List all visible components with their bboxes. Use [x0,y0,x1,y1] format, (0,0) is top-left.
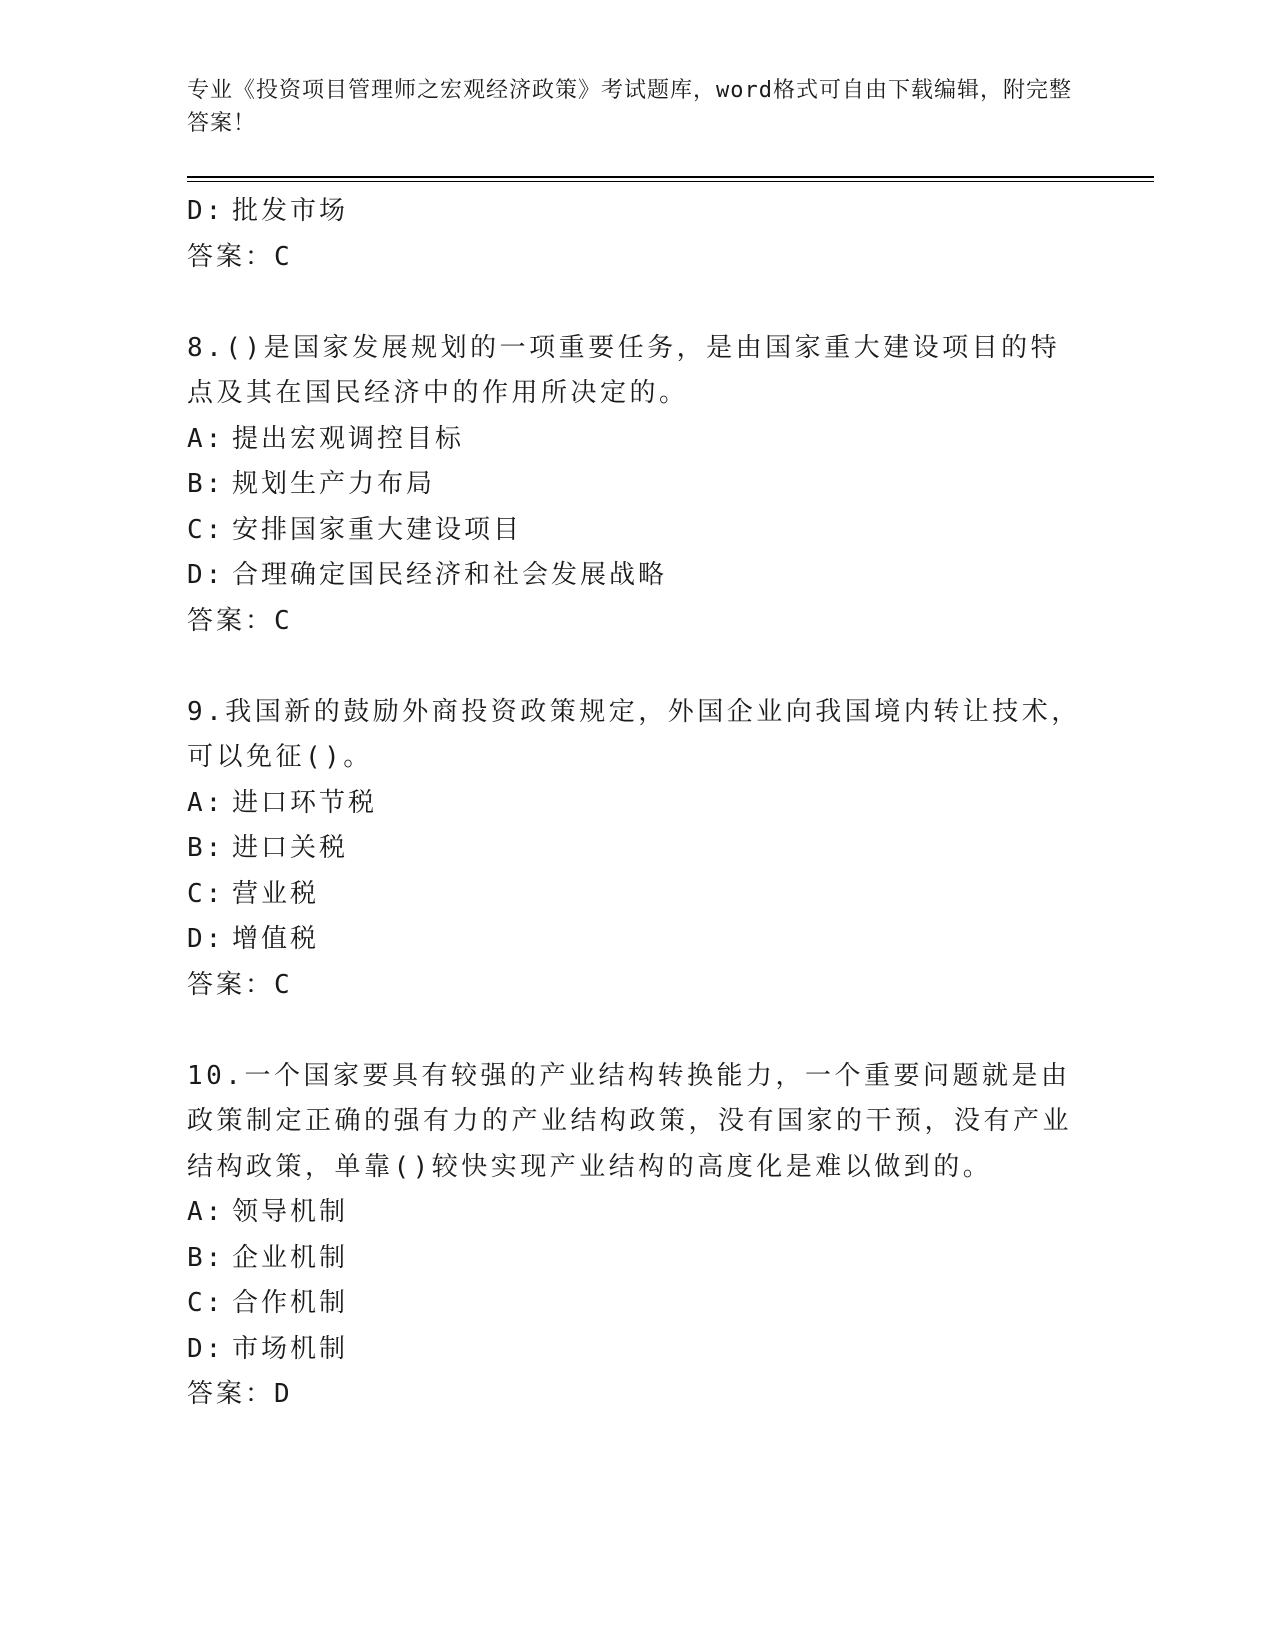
option-letter: A: [187,787,225,818]
option-letter: C: [187,878,225,909]
option-line [187,1236,1087,1282]
answer-line: 答案：C [187,605,293,636]
spacer [187,644,1087,690]
option-text: 合理确定国民经济和社会发展战略 [232,560,668,590]
option-text: 增值税 [232,924,320,954]
option-letter: B: [187,1242,225,1273]
option-letter: A: [187,423,225,454]
spacer [187,280,1087,326]
option-letter: B: [187,833,225,863]
option-line [187,1281,1087,1327]
option-letter: D: [187,924,225,954]
option-line [187,553,1087,599]
option-line [187,462,1087,508]
option-text: 合作机制 [232,1288,349,1318]
option-text: 提出宏观调控目标 [232,423,465,454]
option-text: 企业机制 [232,1242,349,1273]
question-content [187,189,1087,1418]
option-letter: D: [187,1333,225,1364]
option-text: 领导机制 [232,1197,349,1227]
header-rule-thin [187,181,1154,182]
option-line [187,826,1087,872]
option-letter: C: [187,1288,225,1318]
option-letter: D: [187,196,225,226]
question-stem: 9.我国新的鼓励外商投资政策规定，外国企业向我国境内转让技术，可以免征()。 [187,696,1081,772]
option-text: 安排国家重大建设项目 [232,514,523,545]
header-rule-thick [187,176,1154,178]
option-line [187,189,1087,235]
option-line [187,1190,1087,1236]
question-stem: 8.()是国家发展规划的一项重要任务，是由国家重大建设项目的特点及其在国民经济中的作用所决定的。 [187,332,1061,408]
option-letter: B: [187,469,225,499]
option-text: 规划生产力布局 [232,469,436,499]
question-stem: 10.一个国家要具有较强的产业结构转换能力，一个重要问题就是由政策制定正确的强有力的产业结构政策，没有国家的干预，没有产业结构政策，单靠()较快实现产业结构的高度化是难以做到的。 [187,1060,1073,1182]
option-line [187,508,1087,554]
option-text: 批发市场 [232,196,349,226]
answer-line: 答案：D [187,1379,293,1409]
option-line [187,417,1087,463]
option-letter: D: [187,560,225,590]
option-text: 进口关税 [232,833,349,863]
page-header: 专业《投资项目管理师之宏观经济政策》考试题库，word格式可自由下载编辑，附完整答案！ [187,78,1072,136]
option-line [187,872,1087,918]
option-letter: A: [187,1197,225,1227]
option-text: 进口环节税 [232,787,378,818]
option-letter: C: [187,514,225,545]
option-line [187,781,1087,827]
option-text: 市场机制 [232,1333,349,1364]
answer-line: 答案：C [187,241,293,272]
answer-line: 答案：C [187,969,293,1000]
option-line [187,917,1087,963]
spacer [187,1008,1087,1054]
option-line [187,1327,1087,1373]
option-text: 营业税 [232,878,320,909]
